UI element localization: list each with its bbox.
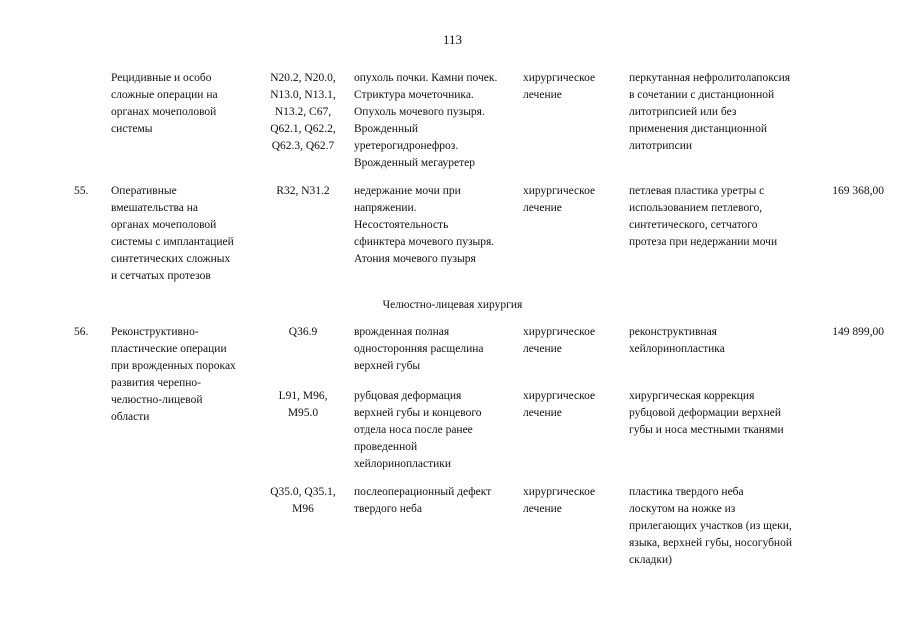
row-method-cell: реконструктивная хейлоринопластика	[629, 326, 725, 355]
row-kind-cell: хирургическое лечение	[523, 326, 596, 355]
row-codes-cell: L91, M96, M95.0	[278, 390, 328, 419]
row-kind-cell: хирургическое лечение	[523, 486, 596, 515]
row-kind-cell: хирургическое лечение	[523, 72, 596, 101]
row-name-cell: Рецидивные и особо сложные операции на органах мочеполовой системы	[111, 72, 218, 135]
row-method-cell: пластика твердого неба лоскутом на ножке из прилегающих участков (из щеки, языка, верхней губы, носогубной складки)	[629, 486, 792, 566]
row-name-cell: Реконструктивно- пластические операции при врожденных пороках развития черепно- челюстно-лицевой области	[111, 326, 236, 423]
row-model-cell: послеоперационный дефект твердого неба	[354, 486, 492, 515]
row-cost-cell: 149 899,00	[832, 326, 884, 338]
row-kind-cell: хирургическое лечение	[523, 390, 596, 419]
row-name-cell: Оперативные вмешательства на органах мочеполовой системы с имплантацией синтетических сложных и сетчатых протезов	[111, 185, 234, 282]
row-method-cell: петлевая пластика уретры с использованием петлевого, синтетического, сетчатого протеза при недержании мочи	[629, 185, 778, 248]
row-codes-cell: R32, N31.2	[276, 185, 330, 197]
row-model-cell: рубцовая деформация верхней губы и концевого отдела носа после ранее проведенной хейлоринопластики	[354, 390, 482, 470]
row-codes-cell: Q35.0, Q35.1, M96	[270, 486, 336, 515]
row-model-cell: недержание мочи при напряжении. Несостоятельность сфинктера мочевого пузыря. Атония мочевого пузыря	[354, 185, 495, 265]
row-kind-cell: хирургическое лечение	[523, 185, 596, 214]
row-model-cell: врожденная полная односторонняя расщелина верхней губы	[354, 326, 484, 372]
row-codes-cell: Q36.9	[288, 326, 318, 338]
row-codes-cell: N20.2, N20.0, N13.0, N13.1, N13.2, C67, Q62.1, Q62.2, Q62.3, Q62.7	[270, 72, 336, 152]
row-method-cell: перкутанная нефролитолапоксия в сочетании с дистанционной литотрипсией или без применения дистанционной литотрипсии	[629, 72, 791, 152]
row-number-cell: 55.	[74, 185, 89, 197]
section-title: Челюстно-лицевая хирургия	[382, 299, 523, 311]
row-number-cell: 56.	[74, 326, 89, 338]
row-method-cell: хирургическая коррекция рубцовой деформации верхней губы и носа местными тканями	[629, 390, 784, 436]
row-model-cell: опухоль почки. Камни почек. Стриктура мочеточника. Опухоль мочевого пузыря. Врожденный уретерогидронефроз. Врожденный мегауретер	[354, 72, 498, 169]
page-number: 113	[442, 32, 463, 47]
row-cost-cell: 169 368,00	[832, 185, 884, 197]
